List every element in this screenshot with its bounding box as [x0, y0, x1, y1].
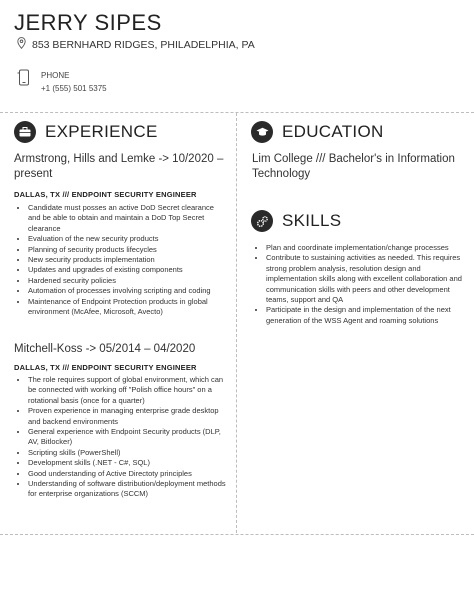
list-item: • Candidate must posses an active DoD Secret clearance and be able to obtain and maintain a DoD Top Secret clearance [28, 203, 228, 234]
list-item: • New security products implementation [28, 255, 228, 265]
education-entry: Lim College /// Bachelor's in Information Technology [252, 153, 455, 180]
briefcase-icon [14, 121, 36, 143]
phone-label: PHONE [41, 71, 70, 80]
list-item: • General experience with Endpoint Security products (DLP, AV, Bitlocker) [28, 427, 233, 448]
list-item: • Maintenance of Endpoint Protection products in global environment (McAfee, Microsoft, Avecto) [28, 297, 228, 318]
phone-block [17, 69, 107, 95]
list-item: • Hardened security policies [28, 276, 228, 286]
list-item: • Development skills (.NET - C#, SQL) [28, 458, 233, 468]
phone-info [41, 69, 107, 95]
bottom-divider [0, 534, 474, 535]
top-divider [0, 112, 474, 113]
list-item: • Scripting skills (PowerShell) [28, 448, 233, 458]
phone-icon [17, 69, 31, 95]
job-bullets [16, 375, 233, 500]
candidate-name: JERRY SIPES [14, 10, 162, 35]
skills-title: SKILLS [282, 211, 342, 230]
list-item: • Plan and coordinate implementation/change processes [266, 243, 466, 253]
gears-icon [251, 210, 273, 232]
list-item: • The role requires support of global environment, which can be connected with working off "Polish office hours" on a rotational basis (once for a quarter) [28, 375, 233, 406]
list-item: • Evaluation of the new security products [28, 234, 228, 244]
experience-heading [14, 121, 158, 143]
address-line [17, 37, 255, 52]
education-heading [251, 121, 384, 143]
list-item: • Planning of security products lifecycles [28, 245, 228, 255]
list-item: • Understanding of software distribution/deployment methods for enterprise organizations (SCCM) [28, 479, 233, 500]
job-location: DALLAS, TX /// ENDPOINT SECURITY ENGINEER [14, 363, 197, 372]
list-item: • Contribute to sustaining activities as needed. This requires strong problem analysis, resolution design and implementation skills along with excellent collaboration and communication skills with peers and other development teams, support and QA [266, 253, 466, 305]
list-item: • Automation of processes involving scripting and coding [28, 286, 228, 296]
job-location: DALLAS, TX /// ENDPOINT SECURITY ENGINEER [14, 190, 197, 199]
address-text: 853 BERNHARD RIDGES, PHILADELPHIA, PA [32, 38, 255, 51]
phone-value: +1 (555) 501 5375 [41, 84, 107, 93]
job-title: Armstrong, Hills and Lemke -> 10/2020 – present [14, 153, 224, 180]
list-item: • Participate in the design and implementation of the next generation of the WSS Agent and roaming solutions [266, 305, 466, 326]
list-item: • Good understanding of Active Directoty principles [28, 469, 233, 479]
skills-heading [251, 210, 341, 232]
graduation-cap-icon [251, 121, 273, 143]
column-divider [236, 113, 237, 533]
education-title: EDUCATION [282, 122, 384, 141]
experience-title: EXPERIENCE [45, 122, 158, 141]
location-pin-icon [17, 37, 26, 52]
list-item: • Updates and upgrades of existing components [28, 265, 228, 275]
job-title: Mitchell-Koss -> 05/2014 – 04/2020 [14, 343, 196, 355]
skills-bullets [254, 243, 466, 326]
list-item: • Proven experience in managing enterprise grade desktop and backend environments [28, 406, 233, 427]
job-bullets [16, 203, 228, 317]
